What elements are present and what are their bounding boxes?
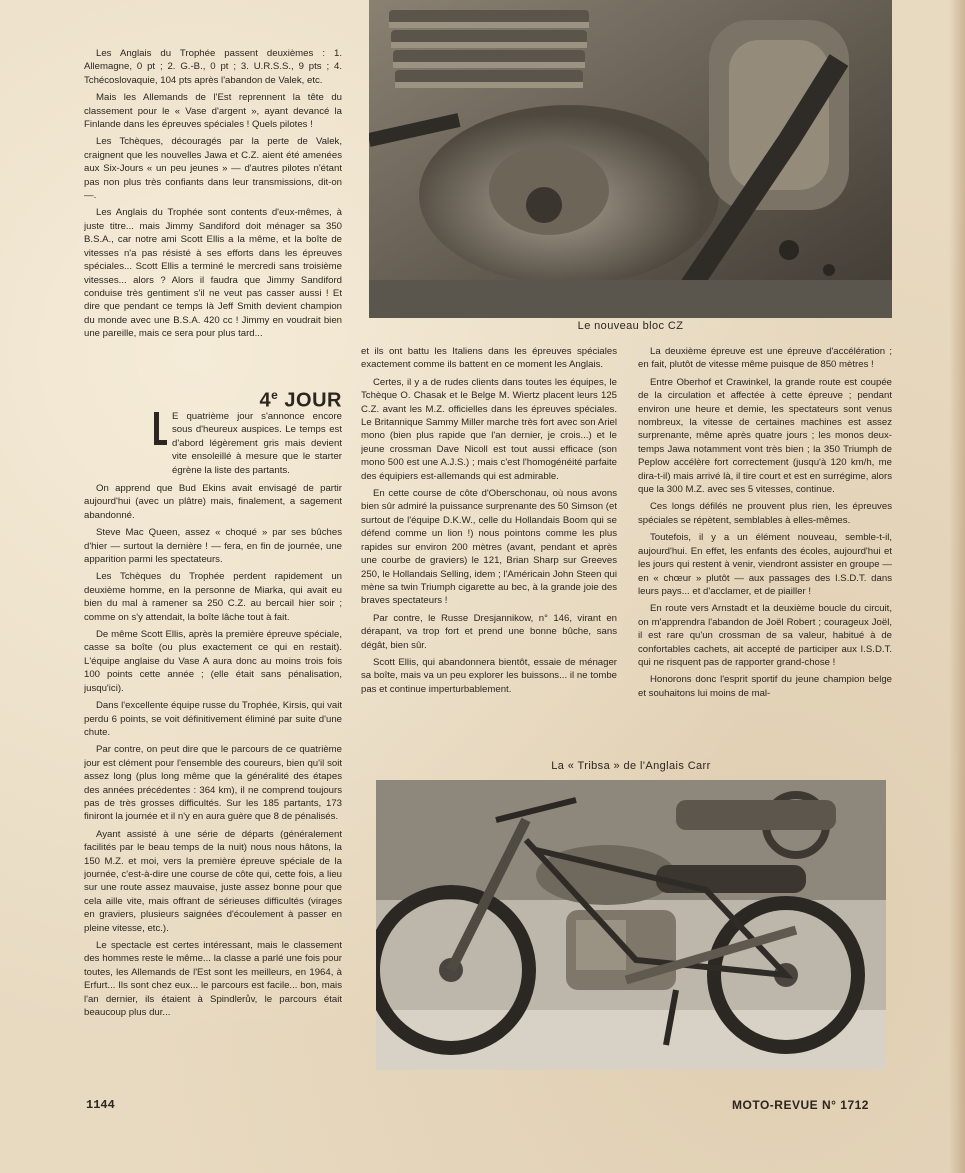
paragraph: On apprend que Bud Ekins avait envisagé de partir aujourd'hui (avec un plâtre) mais, finalement, a sagement abandonné. [84,483,342,521]
paragraph: En cette course de côte d'Oberschonau, où nous avons bien sûr admiré la puissance surprenante des 50 Simson (et surtout de l'équipe D.K.W., celle du Hollandais Boom qui se défend comme un lion !) nous pointons comme les plus rapides sur environ 200 mètres (avant, pendant et après une courbe de graviers) le 121, Brian Sharp sur Greeves 250, le Hollandais Selling, idem ; l'Américain John Steen qui mène sa twin Triumph cigarette au bec, à la grande joie des braves spectateurs ! [361,488,617,607]
page-edge-shadow [949,0,965,1173]
paragraph: Les Anglais du Trophée passent deuxièmes : 1. Allemagne, 0 pt ; 2. G.-B., 0 pt ; 3. U.R.S.S., 9 pts ; 4. Tchécoslovaquie, 104 pts après l'abandon de Valek, etc. [84,48,342,86]
column-1-bottom [84,482,342,1082]
paragraph: et ils ont battu les Italiens dans les épreuves spéciales exactement comme ils battent en ce moment les Anglais. [361,346,617,371]
paragraph: En route vers Arnstadt et la deuxième boucle du circuit, on m'apprendra l'abandon de Joël Robert ; courageux Joël, il est rare qu'un crossman de sa valeur, habitué à de confortables cachets, ait accepté de participer aux I.S.D.T. qui ne risquent pas de rapporter grand-chose ! [638,603,892,668]
paragraph: Steve Mac Queen, assez « choqué » par ses bûches d'hier — surtout la dernière ! — fera, en fin de journée, une apparition parmi les spectateurs. [84,527,342,566]
paragraph: Toutefois, il y a un élément nouveau, semble-t-il, aujourd'hui. En effet, les enfants des écoles, aujourd'hui et les jours qui restent à venir, viendront assister en groupe — en « chœur » plutôt — aux passages des I.S.D.T. dans leurs pays... et d'acclamer, et de piailler ! [638,532,892,597]
paragraph: Les Tchèques du Trophée perdent rapidement un deuxième homme, en la personne de Miarka, qui avait eu bien du mal à ramener sa 250 C.Z. au bercail hier soir ; comme on s'y attendait, la boîte lâche tout à fait. [84,571,342,623]
magazine-footer [732,1098,869,1112]
paragraph: Les Anglais du Trophée sont contents d'eux-mêmes, à juste titre... mais Jimmy Sandiford doit ménager sa 350 B.S.A., car notre ami Scott Ellis a la même, et la boîte de vitesses n'a pas résisté à ses efforts dans les épreuves spéciales... Scott Ellis a terminé le mercredi sans troisième vitesses... alors ? Alors il faudra que Jimmy Sandiford conduise très gentiment s'il ne veut pas casser aussi ! Et dire que pendant ce temps là Jeff Smith devient champion du monde avec une B.S.A. 420 cc ! Jimmy en voudrait bien une pareille, mais ce sera pour plus tard... [84,207,342,340]
paragraph: Certes, il y a de rudes clients dans toutes les équipes, le Tchèque O. Chasak et le Belge M. Wiertz placent leurs 125 C.Z. avant les M.Z. officielles dans les épreuves spéciales. Le Britannique Sammy Miller marche très fort avec son Ariel mono (bien plus rapide que l'an dernier, je crois...) et le jeune crossman Dave Nicoll est tout aussi efficace (son mono 500 est une A.J.S.) ; mais c'est l'homogénéité parfaite des équipiers est-allemands qui est admirable. [361,376,617,482]
magazine-name: MOTO-REVUE [732,1098,819,1112]
photo-engine-block [369,0,892,318]
section-heading [250,383,342,413]
page-number: 1144 [86,1098,115,1112]
paragraph: Dans l'excellente équipe russe du Trophée, Kirsis, qui vait perdu 6 points, se voit définitivement éliminé par suite d'une chute. [84,700,342,738]
paragraph: Par contre, on peut dire que le parcours de ce quatrième jour est clément pour l'ensemble des coureurs, bien qu'il soit assez long (plus long même que la généralité des étapes des années précédentes : 364 km), il ne comprend toujours pas de très grosses difficultés. Sur les 185 partants, 173 finiront la journée et il n'y en aura guère que 8 de pénalisés. [84,744,342,823]
heading-number: 4 [259,389,272,412]
column-1-top [84,47,342,377]
drop-cap-l-icon [151,412,167,448]
paragraph: Mais les Allemands de l'Est reprennent la tête du classement pour le « Vase d'argent », ayant devancé la Finlande dans les épreuves spéciales ! Quels pilotes ! [84,92,342,131]
paragraph: Par contre, le Russe Dresjannikow, n° 146, virant en dérapant, va trop fort et prend une bonne bûche, sans dégât, bien sûr. [361,612,617,651]
column-3 [638,345,892,745]
paragraph: Les Tchèques, découragés par la perte de Valek, craignent que les nouvelles Jawa et C.Z. aient été amenées aux Six-Jours « un peu jeunes » — d'autres pilotes n'étant pas non plus très confiants dans leur transmissions, dit-on —. [84,136,342,202]
paragraph: Entre Oberhof et Crawinkel, la grande route est coupée de la circulation et affectée à cette épreuve ; pendant environ une heure et demie, les spectateurs sont venus nombreux, la vitesse de certaines machines est assez surprenante, même après quatre jours ; les monos deux-temps Jawa notamment vont très bien ; la 350 Triumph de Peplow accélère fort correctement (jusqu'à 120 km/h, me dira-t-il) mais arrivé là, il tire court et est en surrégime, alors que la 300 M.Z. avec ses 5 vitesses, continue. [638,376,892,496]
paragraph: Scott Ellis, qui abandonnera bientôt, essaie de ménager sa boîte, mais va un peu explorer les buissons... il ne tombe pas et continue imperturbablement. [361,656,617,695]
issue-number: 1712 [840,1098,869,1112]
paragraph: De même Scott Ellis, après la première épreuve spéciale, casse sa boîte (ou plus exactement ce qui en restait). L'équipe anglaise du Vase A aura donc au moins trois fois 100 points cette année ; (elle était sans pénalisation, jusqu'ici). [84,629,342,694]
paragraph: Ces longs défilés ne prouvent plus rien, les épreuves spéciales se répètent, semblables à elles-mêmes. [638,501,892,526]
heading-suffix: e [271,388,279,402]
caption-engine-photo: Le nouveau bloc CZ [577,320,684,332]
paragraph: Honorons donc l'esprit sportif du jeune champion belge et souhaitons lui moins de mal- [638,674,892,699]
caption-motorcycle-photo: La « Tribsa » de l'Anglais Carr [551,760,711,772]
paragraph: Le spectacle est certes intéressant, mais le classement des hommes reste le même... la classe a parlé une fois pour toutes, les Allemands de l'Est sont les meilleurs, en 1964, à Erfurt... Ils sont chez eux... le parcours est facile... bon, mais l'an dernier, ils étaient à Spindlerův, le parcours était beaucoup plus dur... [84,940,342,1019]
column-2 [361,345,617,745]
issue-label: N° [821,1098,837,1112]
engine-photo-image [369,0,892,318]
motorcycle-photo-image [376,780,886,1070]
paragraph: La deuxième épreuve est une épreuve d'accélération ; en fait, plutôt de vitesse même puisque de 850 mètres ! [638,346,892,371]
heading-word: JOUR [284,389,342,412]
paragraph: Ayant assisté à une série de départs (généralement facilités par le beau temps de la nuit) nous nous hâtons, la 150 M.Z. et moi, vers la première épreuve spéciale de la journée, c'est-à-dire une course de côte qui, cette fois, a lieu sur une route assez mauvaise, juste assez bonne pour que cela aille vite, mais offrant de sérieuses difficultés (virages en graviers, plusieurs saignées d'écoulement à passer en pleine vitesse, etc.). [84,828,342,934]
section-intro: E quatrième jour s'annonce encore sous d'heureux auspices. Le temps est d'abord légèrement gris mais devient vite ensoleillé à mesure que le starter égrène la liste des partants. [172,411,342,476]
photo-tribsa-motorcycle [376,780,886,1070]
